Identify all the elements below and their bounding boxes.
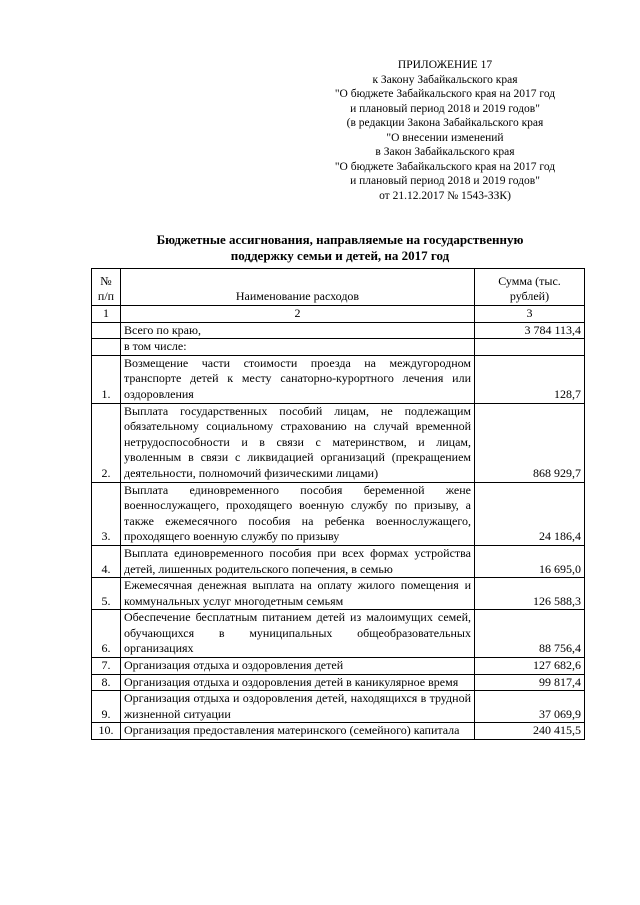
row-sum: 240 415,5	[475, 723, 585, 740]
table-row	[92, 482, 585, 545]
row-number: 1.	[92, 355, 121, 403]
including-sum-cell	[475, 339, 585, 356]
row-number: 8.	[92, 674, 121, 691]
column-index: 1	[92, 306, 121, 323]
table-row	[92, 355, 585, 403]
table-row	[92, 674, 585, 691]
row-number: 3.	[92, 482, 121, 545]
header-line: в Закон Забайкальского края	[375, 146, 515, 158]
column-index: 2	[121, 306, 475, 323]
title-line-1: Бюджетные ассигнования, направляемые на государственную	[156, 232, 524, 247]
column-index: 3	[475, 306, 585, 323]
row-name: Ежемесячная денежная выплата на оплату жилого помещения и коммунальных услуг многодетным семьям	[121, 578, 475, 610]
title-line-2: поддержку семьи и детей, на 2017 год	[230, 248, 450, 263]
total-label: Всего по краю,	[121, 322, 475, 339]
header-line: к Закону Забайкальского края	[372, 73, 518, 86]
total-row	[92, 322, 585, 339]
row-name: Возмещение части стоимости проезда на междугородном транспорте детей к месту санаторно-курортного лечения или оздоровления	[121, 355, 475, 403]
column-header-number: № п/п	[92, 269, 121, 306]
row-number: 4.	[92, 545, 121, 577]
row-number: 9.	[92, 691, 121, 723]
row-name: Выплата государственных пособий лицам, не подлежащим обязательному социальному страхованию на случай временной нетрудоспособности и в связи с материнством, и лицам, уволенным в связи с ликвидацией организаций (прекращением деятельности, полномочий физическими лицами)	[121, 403, 475, 482]
table-row	[92, 723, 585, 740]
row-number: 7.	[92, 658, 121, 675]
header-line: "О бюджете Забайкальского края на 2017 год	[334, 160, 556, 173]
row-name: Организация отдыха и оздоровления детей в каникулярное время	[121, 674, 475, 691]
table-row	[92, 658, 585, 675]
appendix-header	[300, 58, 590, 203]
header-line: "О внесении изменений	[386, 131, 504, 144]
header-line: ПРИЛОЖЕНИЕ 17	[397, 59, 493, 71]
total-value: 3 784 113,4	[475, 322, 585, 339]
row-name: Выплата единовременного пособия при всех формах устройства детей, лишенных родительского попечения, в семью	[121, 545, 475, 577]
total-num-cell	[92, 322, 121, 339]
header-line: и плановый период 2018 и 2019 годов"	[350, 102, 540, 115]
table-row	[92, 691, 585, 723]
row-sum: 88 756,4	[475, 610, 585, 658]
header-line: и плановый период 2018 и 2019 годов"	[350, 175, 540, 187]
row-sum: 868 929,7	[475, 403, 585, 482]
row-name: Организация отдыха и оздоровления детей	[121, 658, 475, 675]
row-sum: 126 588,3	[475, 578, 585, 610]
table-row	[92, 578, 585, 610]
row-name: Организация отдыха и оздоровления детей, находящихся в трудной жизненной ситуации	[121, 691, 475, 723]
header-line: от 21.12.2017 № 1543-ЗЗК)	[379, 189, 511, 202]
row-sum: 128,7	[475, 355, 585, 403]
row-number: 10.	[92, 723, 121, 740]
row-number: 6.	[92, 610, 121, 658]
row-sum: 24 186,4	[475, 482, 585, 545]
header-line: (в редакции Закона Забайкальского края	[346, 117, 544, 129]
row-sum: 99 817,4	[475, 674, 585, 691]
table-header-row	[92, 269, 585, 306]
row-sum: 16 695,0	[475, 545, 585, 577]
row-name: Организация предоставления материнского (семейного) капитала	[121, 723, 475, 740]
budget-table	[91, 268, 585, 740]
including-num-cell	[92, 339, 121, 356]
row-number: 2.	[92, 403, 121, 482]
column-header-sum: Сумма (тыс. рублей)	[475, 269, 585, 306]
table-row	[92, 545, 585, 577]
row-sum: 127 682,6	[475, 658, 585, 675]
column-header-name: Наименование расходов	[121, 269, 475, 306]
row-sum: 37 069,9	[475, 691, 585, 723]
table-row	[92, 403, 585, 482]
document-title	[100, 232, 580, 264]
including-label: в том числе:	[121, 339, 475, 356]
column-index-row	[92, 306, 585, 323]
row-name: Обеспечение бесплатным питанием детей из малоимущих семей, обучающихся в муниципальных общеобразовательных организациях	[121, 610, 475, 658]
table-row	[92, 610, 585, 658]
row-number: 5.	[92, 578, 121, 610]
row-name: Выплата единовременного пособия беременной жене военнослужащего, проходящего военную службу по призыву, а также ежемесячного пособия на ребенка военнослужащего, проходящего военную службу по призыву	[121, 482, 475, 545]
header-line: "О бюджете Забайкальского края на 2017 год	[334, 88, 556, 100]
including-row	[92, 339, 585, 356]
